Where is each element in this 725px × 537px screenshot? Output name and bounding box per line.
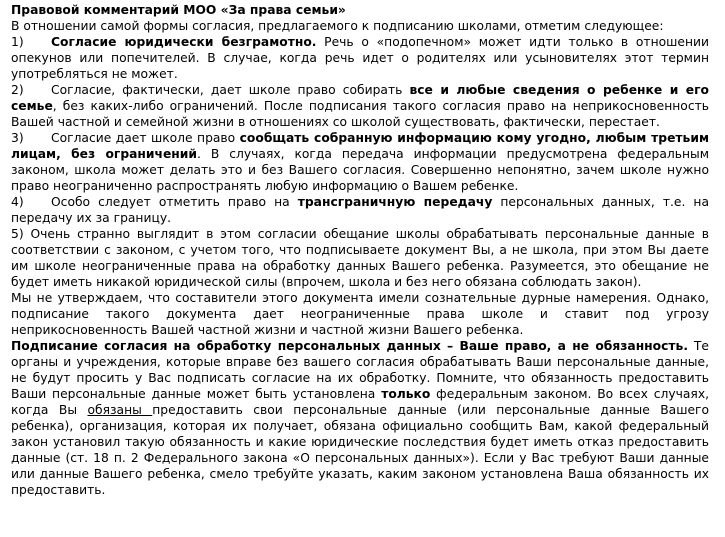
final-underlined: обязаны (87, 403, 153, 417)
item-number: 4) (11, 195, 24, 209)
item-bold: трансграничную передачу (297, 195, 493, 209)
item-bold-lead: Согласие юридически безграмотно. (51, 35, 317, 49)
final-text-2: федеральным законом. Во всех случаях, когда Вы (11, 387, 710, 417)
item-text-pre: Особо следует отметить право на (51, 195, 298, 209)
document (11, 2, 709, 498)
item-text-post: персональных данных, т.е. на передачу их за границу. (11, 195, 709, 225)
item-bold: все и любые сведения о ребенке и его семье (11, 83, 709, 113)
item-text-pre: Согласие, фактически, дает школе право собирать (51, 83, 410, 97)
final-text-3: предоставить свои персональные данные (или персональные данные Вашего ребенка), организация, которая их получает, обязана официально сообщить Вам, какой федеральный закон установил такую обязанность и какие юридические последствия будет иметь отказ предоставить данные (ст. 18 п. 2 Федерального закона «О персональных данных»). Если у Вас требуют Ваши данные или данные Вашего ребенка, смело требуйте указать, каким законом установлена Ваша обязанность их предоставить. (11, 403, 709, 497)
list-item-5: 5) Очень странно выглядит в этом согласии обещание школы обрабатывать персональные данные в соответствии с законом, с учетом того, что подписываете документ Вы, а не школа, при этом Вы даете им школе неограниченные права на обработку данных Вашего ребенка. Разумеется, это обещание не будет иметь никакой юридической силы (впрочем, школа и без него обязана соблюдать закон). (11, 227, 709, 289)
list-item-2 (11, 82, 709, 130)
item-text-post: . В случаях, когда передача информации предусмотрена федеральным законом, школа может делать это и без Вашего согласия. Совершенно непонятно, зачем школе нужно право неограниченно распространять любую информацию о Вашем ребенке. (11, 147, 709, 193)
list-item-1 (11, 34, 709, 82)
list-item-3 (11, 130, 709, 194)
intent-paragraph: Мы не утверждаем, что составители этого документа имели сознательные дурные намерения. Однако, подписание такого документа дает неограниченные права школе и ставит под угрозу неприкосновенность Вашей частной жизни и частной жизни Вашего ребенка. (11, 291, 709, 337)
item-number: 3) (11, 131, 24, 145)
final-bold-lead: Подписание согласия на обработку персональных данных – Ваше право, а не обязанность. (11, 339, 688, 353)
item-text-post: , без каких-либо ограничений. После подписания такого согласия право на неприкосновенность Вашей частной и семейной жизни в отношениях со школой существовать, фактически, перестает. (11, 99, 709, 129)
item-number: 1) (11, 35, 24, 49)
item-number: 2) (11, 83, 24, 97)
final-bold-only: только (381, 387, 431, 401)
item-bold: сообщать собранную информацию кому угодно, любым третьим лицам, без ограничений (11, 131, 709, 161)
item-text-pre: Согласие дает школе право (51, 131, 240, 145)
item-text: Речь о «подопечном» может идти только в отношении опекунов или попечителей. В случае, когда речь идет о родителях или усыновителях этот термин употребляться не может. (11, 35, 709, 81)
final-text-1: Те органы и учреждения, которые вправе без вашего согласия обрабатывать Ваши персональные данные, не будут просить у Вас подписать согласие на их обработку. Помните, что обязанность предоставить Ваши персональные данные может быть установлена (11, 339, 709, 401)
list-item-4 (11, 194, 709, 226)
document-title: Правовой комментарий МОО «За права семьи» (11, 3, 346, 17)
final-paragraph (11, 338, 709, 498)
intro-paragraph: В отношении самой формы согласия, предлагаемого к подписанию школами, отметим следующее: (11, 19, 664, 33)
